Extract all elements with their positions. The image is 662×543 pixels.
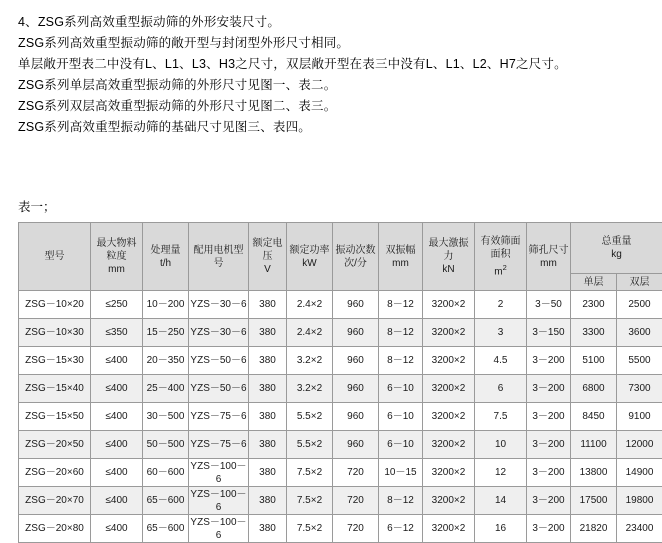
table-row xyxy=(19,431,662,459)
cell-vibration-frequency: 720 xyxy=(333,515,379,543)
cell-effective-screen-area: 14 xyxy=(475,487,527,515)
table-caption: 表一； xyxy=(18,199,644,215)
intro-line-5: ZSG系列双层高效重型振动筛的外形尺寸见图二、表三。 xyxy=(18,96,644,116)
cell-double-amplitude: 8－12 xyxy=(379,347,423,375)
col-header-max-particle-size: 最大物料粒度 mm xyxy=(91,223,143,291)
cell-effective-screen-area: 7.5 xyxy=(475,403,527,431)
intro-line-6: ZSG系列高效重型振动筛的基础尺寸见图三、表四。 xyxy=(18,117,644,137)
col-header-total-weight: 总重量 kg xyxy=(571,223,662,274)
cell-model: ZSG－15×50 xyxy=(19,403,91,431)
cell-model: ZSG－15×30 xyxy=(19,347,91,375)
cell-motor-model: YZS－30－6 xyxy=(189,291,249,319)
table-row xyxy=(19,459,662,487)
cell-capacity: 50－500 xyxy=(143,431,189,459)
cell-capacity: 15－250 xyxy=(143,319,189,347)
cell-weight-double-layer: 14900 xyxy=(617,459,662,487)
cell-motor-model: YZS－75－6 xyxy=(189,403,249,431)
cell-rated-power: 3.2×2 xyxy=(287,375,333,403)
cell-max-exciting-force: 3200×2 xyxy=(423,375,475,403)
cell-weight-double-layer: 7300 xyxy=(617,375,662,403)
cell-model: ZSG－15×40 xyxy=(19,375,91,403)
cell-motor-model: YZS－100－6 xyxy=(189,487,249,515)
cell-weight-single-layer: 17500 xyxy=(571,487,617,515)
table-row xyxy=(19,291,662,319)
cell-model: ZSG－20×50 xyxy=(19,431,91,459)
cell-double-amplitude: 6－10 xyxy=(379,375,423,403)
cell-weight-double-layer: 3600 xyxy=(617,319,662,347)
cell-effective-screen-area: 3 xyxy=(475,319,527,347)
cell-double-amplitude: 6－10 xyxy=(379,403,423,431)
cell-rated-power: 2.4×2 xyxy=(287,291,333,319)
cell-max-particle-size: ≤350 xyxy=(91,319,143,347)
cell-weight-single-layer: 21820 xyxy=(571,515,617,543)
intro-line-2: ZSG系列高效重型振动筛的敞开型与封闭型外形尺寸相同。 xyxy=(18,33,644,53)
cell-weight-double-layer: 9100 xyxy=(617,403,662,431)
cell-weight-single-layer: 5100 xyxy=(571,347,617,375)
cell-rated-power: 5.5×2 xyxy=(287,403,333,431)
intro-line-1: 4、ZSG系列高效重型振动筛的外形安装尺寸。 xyxy=(18,12,644,32)
cell-model: ZSG－20×70 xyxy=(19,487,91,515)
cell-motor-model: YZS－100－6 xyxy=(189,459,249,487)
cell-double-amplitude: 10－15 xyxy=(379,459,423,487)
cell-weight-single-layer: 11100 xyxy=(571,431,617,459)
cell-max-exciting-force: 3200×2 xyxy=(423,319,475,347)
unit-square-meter: $m^2$ xyxy=(476,261,525,278)
cell-max-exciting-force: 3200×2 xyxy=(423,487,475,515)
cell-mesh-size: 3－50 xyxy=(527,291,571,319)
cell-double-amplitude: 6－10 xyxy=(379,431,423,459)
cell-rated-voltage: 380 xyxy=(249,515,287,543)
cell-motor-model: YZS－100－6 xyxy=(189,515,249,543)
cell-effective-screen-area: 4.5 xyxy=(475,347,527,375)
cell-capacity: 25－400 xyxy=(143,375,189,403)
cell-rated-voltage: 380 xyxy=(249,459,287,487)
table-body xyxy=(19,291,662,543)
cell-rated-power: 2.4×2 xyxy=(287,319,333,347)
cell-double-amplitude: 8－12 xyxy=(379,291,423,319)
cell-capacity: 65－600 xyxy=(143,515,189,543)
col-header-weight-double-layer: 双层 xyxy=(617,274,662,291)
cell-max-particle-size: ≤400 xyxy=(91,375,143,403)
table-row xyxy=(19,347,662,375)
cell-max-exciting-force: 3200×2 xyxy=(423,347,475,375)
col-header-double-amplitude: 双振幅 mm xyxy=(379,223,423,291)
cell-vibration-frequency: 960 xyxy=(333,375,379,403)
cell-max-particle-size: ≤400 xyxy=(91,431,143,459)
table-row xyxy=(19,487,662,515)
cell-weight-double-layer: 12000 xyxy=(617,431,662,459)
cell-effective-screen-area: 16 xyxy=(475,515,527,543)
cell-mesh-size: 3－150 xyxy=(527,319,571,347)
cell-model: ZSG－10×30 xyxy=(19,319,91,347)
col-header-rated-voltage: 额定电压 V xyxy=(249,223,287,291)
table-row xyxy=(19,403,662,431)
cell-vibration-frequency: 960 xyxy=(333,291,379,319)
cell-motor-model: YZS－50－6 xyxy=(189,347,249,375)
cell-model: ZSG－20×60 xyxy=(19,459,91,487)
cell-weight-single-layer: 13800 xyxy=(571,459,617,487)
cell-mesh-size: 3－200 xyxy=(527,431,571,459)
cell-effective-screen-area: 6 xyxy=(475,375,527,403)
col-header-rated-power: 额定功率 kW xyxy=(287,223,333,291)
cell-max-particle-size: ≤400 xyxy=(91,459,143,487)
cell-capacity: 10－200 xyxy=(143,291,189,319)
cell-weight-double-layer: 2500 xyxy=(617,291,662,319)
cell-rated-power: 5.5×2 xyxy=(287,431,333,459)
cell-rated-power: 7.5×2 xyxy=(287,515,333,543)
cell-effective-screen-area: 12 xyxy=(475,459,527,487)
cell-rated-voltage: 380 xyxy=(249,431,287,459)
cell-rated-voltage: 380 xyxy=(249,347,287,375)
cell-motor-model: YZS－75－6 xyxy=(189,431,249,459)
cell-weight-single-layer: 6800 xyxy=(571,375,617,403)
col-header-capacity: 处理量 t/h xyxy=(143,223,189,291)
cell-weight-single-layer: 2300 xyxy=(571,291,617,319)
col-header-max-exciting-force: 最大激振力 kN xyxy=(423,223,475,291)
cell-rated-power: 7.5×2 xyxy=(287,459,333,487)
cell-weight-single-layer: 8450 xyxy=(571,403,617,431)
cell-double-amplitude: 8－12 xyxy=(379,319,423,347)
cell-weight-double-layer: 19800 xyxy=(617,487,662,515)
col-header-model: 型号 xyxy=(19,223,91,291)
col-header-mesh-size: 筛孔尺寸 mm xyxy=(527,223,571,291)
cell-motor-model: YZS－30－6 xyxy=(189,319,249,347)
intro-paragraph xyxy=(18,12,644,137)
cell-double-amplitude: 6－12 xyxy=(379,515,423,543)
intro-line-4: ZSG系列单层高效重型振动筛的外形尺寸见图一、表二。 xyxy=(18,75,644,95)
cell-rated-voltage: 380 xyxy=(249,319,287,347)
col-header-vibration-frequency: 振动次数 次/分 xyxy=(333,223,379,291)
cell-weight-double-layer: 5500 xyxy=(617,347,662,375)
cell-capacity: 60－600 xyxy=(143,459,189,487)
cell-max-exciting-force: 3200×2 xyxy=(423,403,475,431)
cell-vibration-frequency: 960 xyxy=(333,403,379,431)
col-header-weight-single-layer: 单层 xyxy=(571,274,617,291)
table-row xyxy=(19,375,662,403)
cell-motor-model: YZS－50－6 xyxy=(189,375,249,403)
cell-effective-screen-area: 10 xyxy=(475,431,527,459)
table-row xyxy=(19,319,662,347)
cell-max-exciting-force: 3200×2 xyxy=(423,515,475,543)
table-header xyxy=(19,223,662,291)
cell-weight-double-layer: 23400 xyxy=(617,515,662,543)
cell-max-exciting-force: 3200×2 xyxy=(423,459,475,487)
cell-vibration-frequency: 720 xyxy=(333,459,379,487)
cell-vibration-frequency: 720 xyxy=(333,487,379,515)
cell-capacity: 20－350 xyxy=(143,347,189,375)
cell-capacity: 65－600 xyxy=(143,487,189,515)
cell-capacity: 30－500 xyxy=(143,403,189,431)
cell-model: ZSG－10×20 xyxy=(19,291,91,319)
cell-mesh-size: 3－200 xyxy=(527,347,571,375)
cell-rated-voltage: 380 xyxy=(249,403,287,431)
cell-max-exciting-force: 3200×2 xyxy=(423,291,475,319)
cell-vibration-frequency: 960 xyxy=(333,319,379,347)
cell-rated-power: 7.5×2 xyxy=(287,487,333,515)
cell-mesh-size: 3－200 xyxy=(527,459,571,487)
cell-max-particle-size: ≤400 xyxy=(91,515,143,543)
spec-table xyxy=(18,222,662,543)
cell-vibration-frequency: 960 xyxy=(333,431,379,459)
cell-mesh-size: 3－200 xyxy=(527,375,571,403)
cell-rated-voltage: 380 xyxy=(249,375,287,403)
header-row-main xyxy=(19,223,662,274)
cell-mesh-size: 3－200 xyxy=(527,487,571,515)
cell-max-particle-size: ≤400 xyxy=(91,403,143,431)
cell-weight-single-layer: 3300 xyxy=(571,319,617,347)
cell-effective-screen-area: 2 xyxy=(475,291,527,319)
col-header-motor-model: 配用电机型号 xyxy=(189,223,249,291)
cell-mesh-size: 3－200 xyxy=(527,403,571,431)
cell-max-particle-size: ≤400 xyxy=(91,347,143,375)
cell-rated-power: 3.2×2 xyxy=(287,347,333,375)
col-header-effective-screen-area: 有效筛面面积 $m^2$ xyxy=(475,223,527,291)
cell-vibration-frequency: 960 xyxy=(333,347,379,375)
cell-max-particle-size: ≤250 xyxy=(91,291,143,319)
cell-model: ZSG－20×80 xyxy=(19,515,91,543)
intro-line-3: 单层敞开型表二中没有L、L1、L3、H3之尺寸，双层敞开型在表三中没有L、L1、L2、H7之尺寸。 xyxy=(18,54,644,74)
cell-rated-voltage: 380 xyxy=(249,487,287,515)
cell-max-exciting-force: 3200×2 xyxy=(423,431,475,459)
cell-max-particle-size: ≤400 xyxy=(91,487,143,515)
cell-rated-voltage: 380 xyxy=(249,291,287,319)
table-row xyxy=(19,515,662,543)
cell-mesh-size: 3－200 xyxy=(527,515,571,543)
cell-double-amplitude: 8－12 xyxy=(379,487,423,515)
